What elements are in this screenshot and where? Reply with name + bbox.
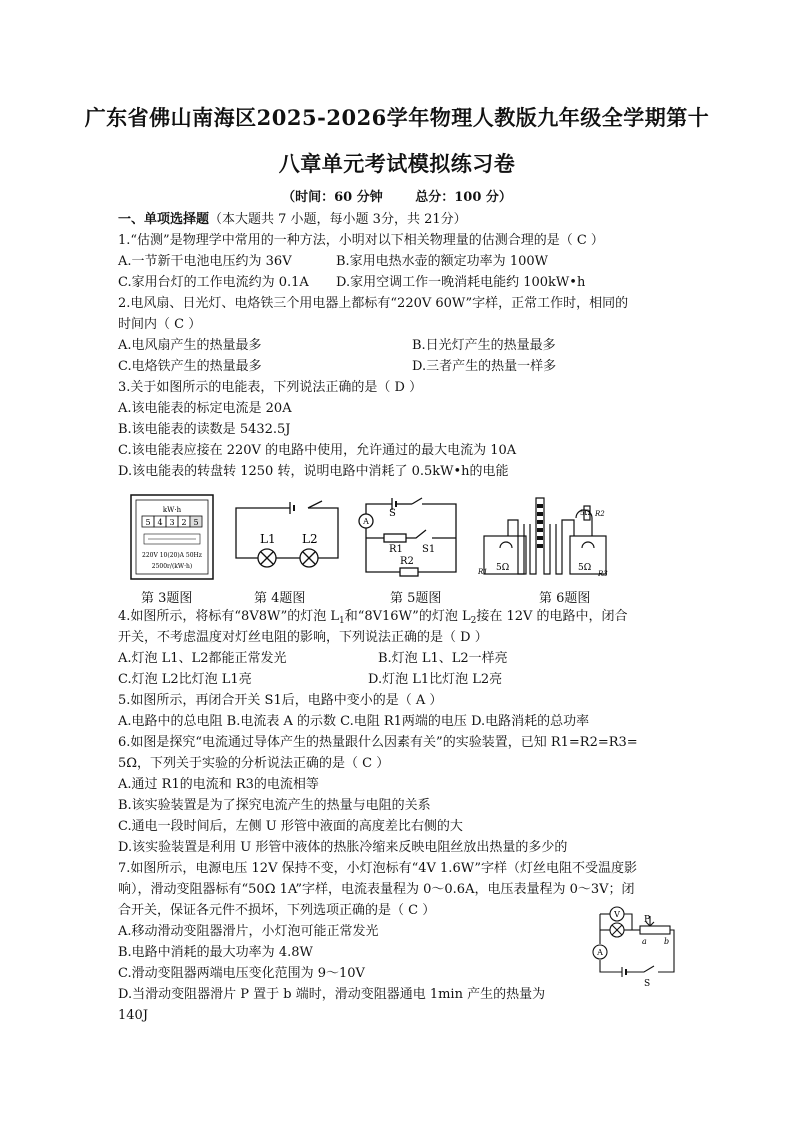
q2-option-d: D.三者产生的热量一样多 bbox=[412, 359, 557, 374]
q1-option-d: D.家用空调工作一晚消耗电能约 100kW•h bbox=[336, 275, 586, 290]
q2-option-a: A.电风扇产生的热量最多 bbox=[118, 338, 262, 353]
time-limit: （时间：60 分钟 bbox=[282, 190, 383, 205]
q1-stem: 1.“估测”是物理学中常用的一种方法，小明对以下相关物理量的估测合理的是（ C ） bbox=[118, 233, 604, 248]
section-1-heading bbox=[118, 211, 467, 229]
switch-s-label: S bbox=[644, 979, 651, 988]
resistor-r3-label: R3 bbox=[598, 570, 608, 578]
r2-value: 5Ω bbox=[580, 509, 591, 517]
q4-option-a: A.灯泡 L1、L2都能正常发光 bbox=[118, 651, 287, 666]
r3-value: 5Ω bbox=[578, 563, 592, 573]
q4-stem-2: 开关，不考虑温度对灯丝电阻的影响，下列说法正确的是（ D ） bbox=[118, 630, 488, 645]
meter-unit: kW·h bbox=[162, 506, 182, 514]
meter-digit: 4 bbox=[157, 518, 163, 527]
resistor-r1-label: R1 bbox=[478, 568, 488, 576]
ammeter-label: A bbox=[363, 517, 369, 526]
q2-stem-2: 时间内（ C ） bbox=[118, 317, 202, 332]
switch-s1-label: S1 bbox=[422, 544, 436, 555]
q4-option-d: D.灯泡 L1比灯泡 L2亮 bbox=[368, 672, 503, 687]
q7-option-d-2: 140J bbox=[118, 1008, 149, 1023]
q1-option-c: C.家用台灯的工作电流约为 0.1A bbox=[118, 275, 309, 290]
q6-option-d: D.该实验装置是利用 U 形管中液体的热胀冷缩来反映电阻丝放出热量的多少的 bbox=[118, 840, 568, 855]
figure-7-circuit bbox=[588, 902, 680, 988]
end-b-label: b bbox=[664, 937, 670, 946]
q4-sub: 2 bbox=[470, 616, 477, 626]
q6-stem-2: 5Ω，下列关于实验的分析说法正确的是（ C ） bbox=[118, 756, 390, 771]
title-line-1: 广东省佛山南海区2025-2026学年物理人教版九年级全学期第十 bbox=[84, 105, 710, 130]
lamp-l1-label: L1 bbox=[260, 532, 276, 546]
voltmeter-label: V bbox=[614, 910, 620, 919]
meter-digits bbox=[142, 516, 202, 527]
q3-option-b: B.该电能表的读数是 5432.5J bbox=[118, 422, 291, 437]
q5-options: A.电路中的总电阻 B.电流表 A 的示数 C.电阻 R1两端的电压 D.电路消耗的总功率 bbox=[118, 714, 590, 729]
resistor-r2-label: R2 bbox=[400, 556, 414, 567]
q1-option-a: A.一节新干电池电压约为 36V bbox=[118, 254, 292, 269]
q7-stem-2: 响），滑动变阻器标有“50Ω 1A”字样，电流表量程为 0～0.6A，电压表量程为 0～3V；闭 bbox=[118, 882, 635, 897]
q7-stem-3: 合开关，保证各元件不损坏，下列选项正确的是（ C ） bbox=[118, 903, 436, 918]
q4-option-c: C.灯泡 L2比灯泡 L1亮 bbox=[118, 672, 252, 687]
figure-4-caption: 第 4题图 bbox=[254, 591, 306, 606]
figure-3-energy-meter bbox=[130, 494, 214, 580]
q3-option-c: C.该电能表应接在 220V 的电路中使用，允许通过的最大电流为 10A bbox=[118, 443, 517, 458]
q2-option-b: B.日光灯产生的热量最多 bbox=[412, 338, 556, 353]
section-1-note: （本大题共 7 小题，每小题 3分，共 21分） bbox=[209, 212, 467, 227]
ammeter-label: A bbox=[597, 948, 603, 957]
q7-option-d-1: D.当滑动变阻器滑片 P 置于 b 端时，滑动变阻器通电 1min 产生的热量为 bbox=[118, 987, 546, 1002]
q4-option-b: B.灯泡 L1、L2一样亮 bbox=[378, 651, 508, 666]
q7-option-c: C.滑动变阻器两端电压变化范围为 9～10V bbox=[118, 966, 365, 981]
q4-stem-1 bbox=[118, 608, 628, 626]
q4-stem-part: 接在 12V 的电路中，闭合 bbox=[476, 609, 628, 624]
meter-digit: 2 bbox=[181, 518, 187, 527]
figure-5-caption: 第 5题图 bbox=[390, 591, 442, 606]
q6-stem-1: 6.如图是探究“电流通过导体产生的热量跟什么因素有关”的实验装置，已知 R1=R2=R3= bbox=[118, 735, 638, 750]
q2-option-c: C.电烙铁产生的热量最多 bbox=[118, 359, 262, 374]
resistor-r2-label: R2 bbox=[595, 510, 605, 518]
total-score: 总分：100 分） bbox=[415, 190, 512, 205]
q6-option-a: A.通过 R1的电流和 R3的电流相等 bbox=[118, 777, 319, 792]
figure-6-caption: 第 6题图 bbox=[539, 591, 591, 606]
q7-stem-1: 7.如图所示，电源电压 12V 保持不变，小灯泡标有“4V 1.6W”字样（灯丝电阻不受温度影 bbox=[118, 861, 637, 876]
q6-option-c: C.通电一段时间后，左侧 U 形管中液面的高度差比右侧的大 bbox=[118, 819, 463, 834]
meter-digit: 5 bbox=[193, 518, 199, 527]
q6-option-b: B.该实验装置是为了探究电流产生的热量与电阻的关系 bbox=[118, 798, 431, 813]
q5-stem: 5.如图所示，再闭合开关 S1后，电路中变小的是（ A ） bbox=[118, 693, 443, 708]
switch-s-label: S bbox=[389, 508, 396, 519]
q3-stem: 3.关于如图所示的电能表，下列说法正确的是（ D ） bbox=[118, 380, 423, 395]
q4-sub: 1 bbox=[339, 616, 345, 626]
figure-3-caption: 第 3题图 bbox=[141, 591, 193, 606]
q4-stem-part: 和“8V16W”的灯泡 L bbox=[344, 609, 471, 624]
figure-4-series-lamps bbox=[232, 496, 344, 582]
slider-p-label: P bbox=[644, 915, 651, 925]
end-a-label: a bbox=[642, 937, 647, 946]
q3-option-d: D.该电能表的转盘转 1250 转，说明电路中消耗了 0.5kW•h的电能 bbox=[118, 464, 509, 479]
q7-option-a: A.移动滑动变阻器滑片，小灯泡可能正常发光 bbox=[118, 924, 379, 939]
section-1-title: 一、单项选择题 bbox=[118, 212, 210, 227]
title-line-2: 八章单元考试模拟练习卷 bbox=[278, 151, 516, 176]
meter-revolutions: 2500r/(kW·h) bbox=[151, 563, 193, 570]
r1-value: 5Ω bbox=[496, 563, 510, 573]
meter-digit: 5 bbox=[145, 518, 151, 527]
q3-option-a: A.该电能表的标定电流是 20A bbox=[118, 401, 292, 416]
meter-digit: 3 bbox=[169, 518, 175, 527]
q1-option-b: B.家用电热水壶的额定功率为 100W bbox=[336, 254, 548, 269]
lamp-l2-label: L2 bbox=[302, 532, 318, 546]
meter-spec: 220V 10(20)A 50Hz bbox=[142, 552, 202, 559]
figure-6-heat-apparatus bbox=[478, 494, 610, 580]
exam-meta bbox=[0, 186, 794, 205]
resistor-r1-label: R1 bbox=[389, 544, 403, 555]
figure-5-circuit bbox=[356, 494, 466, 580]
q4-stem-part: 4.如图所示，将标有“8V8W”的灯泡 L bbox=[118, 609, 339, 624]
q7-option-b: B.电路中消耗的最大功率为 4.8W bbox=[118, 945, 313, 960]
q2-stem-1: 2.电风扇、日光灯、电烙铁三个用电器上都标有“220V 60W”字样，正常工作时，相同的 bbox=[118, 296, 629, 311]
